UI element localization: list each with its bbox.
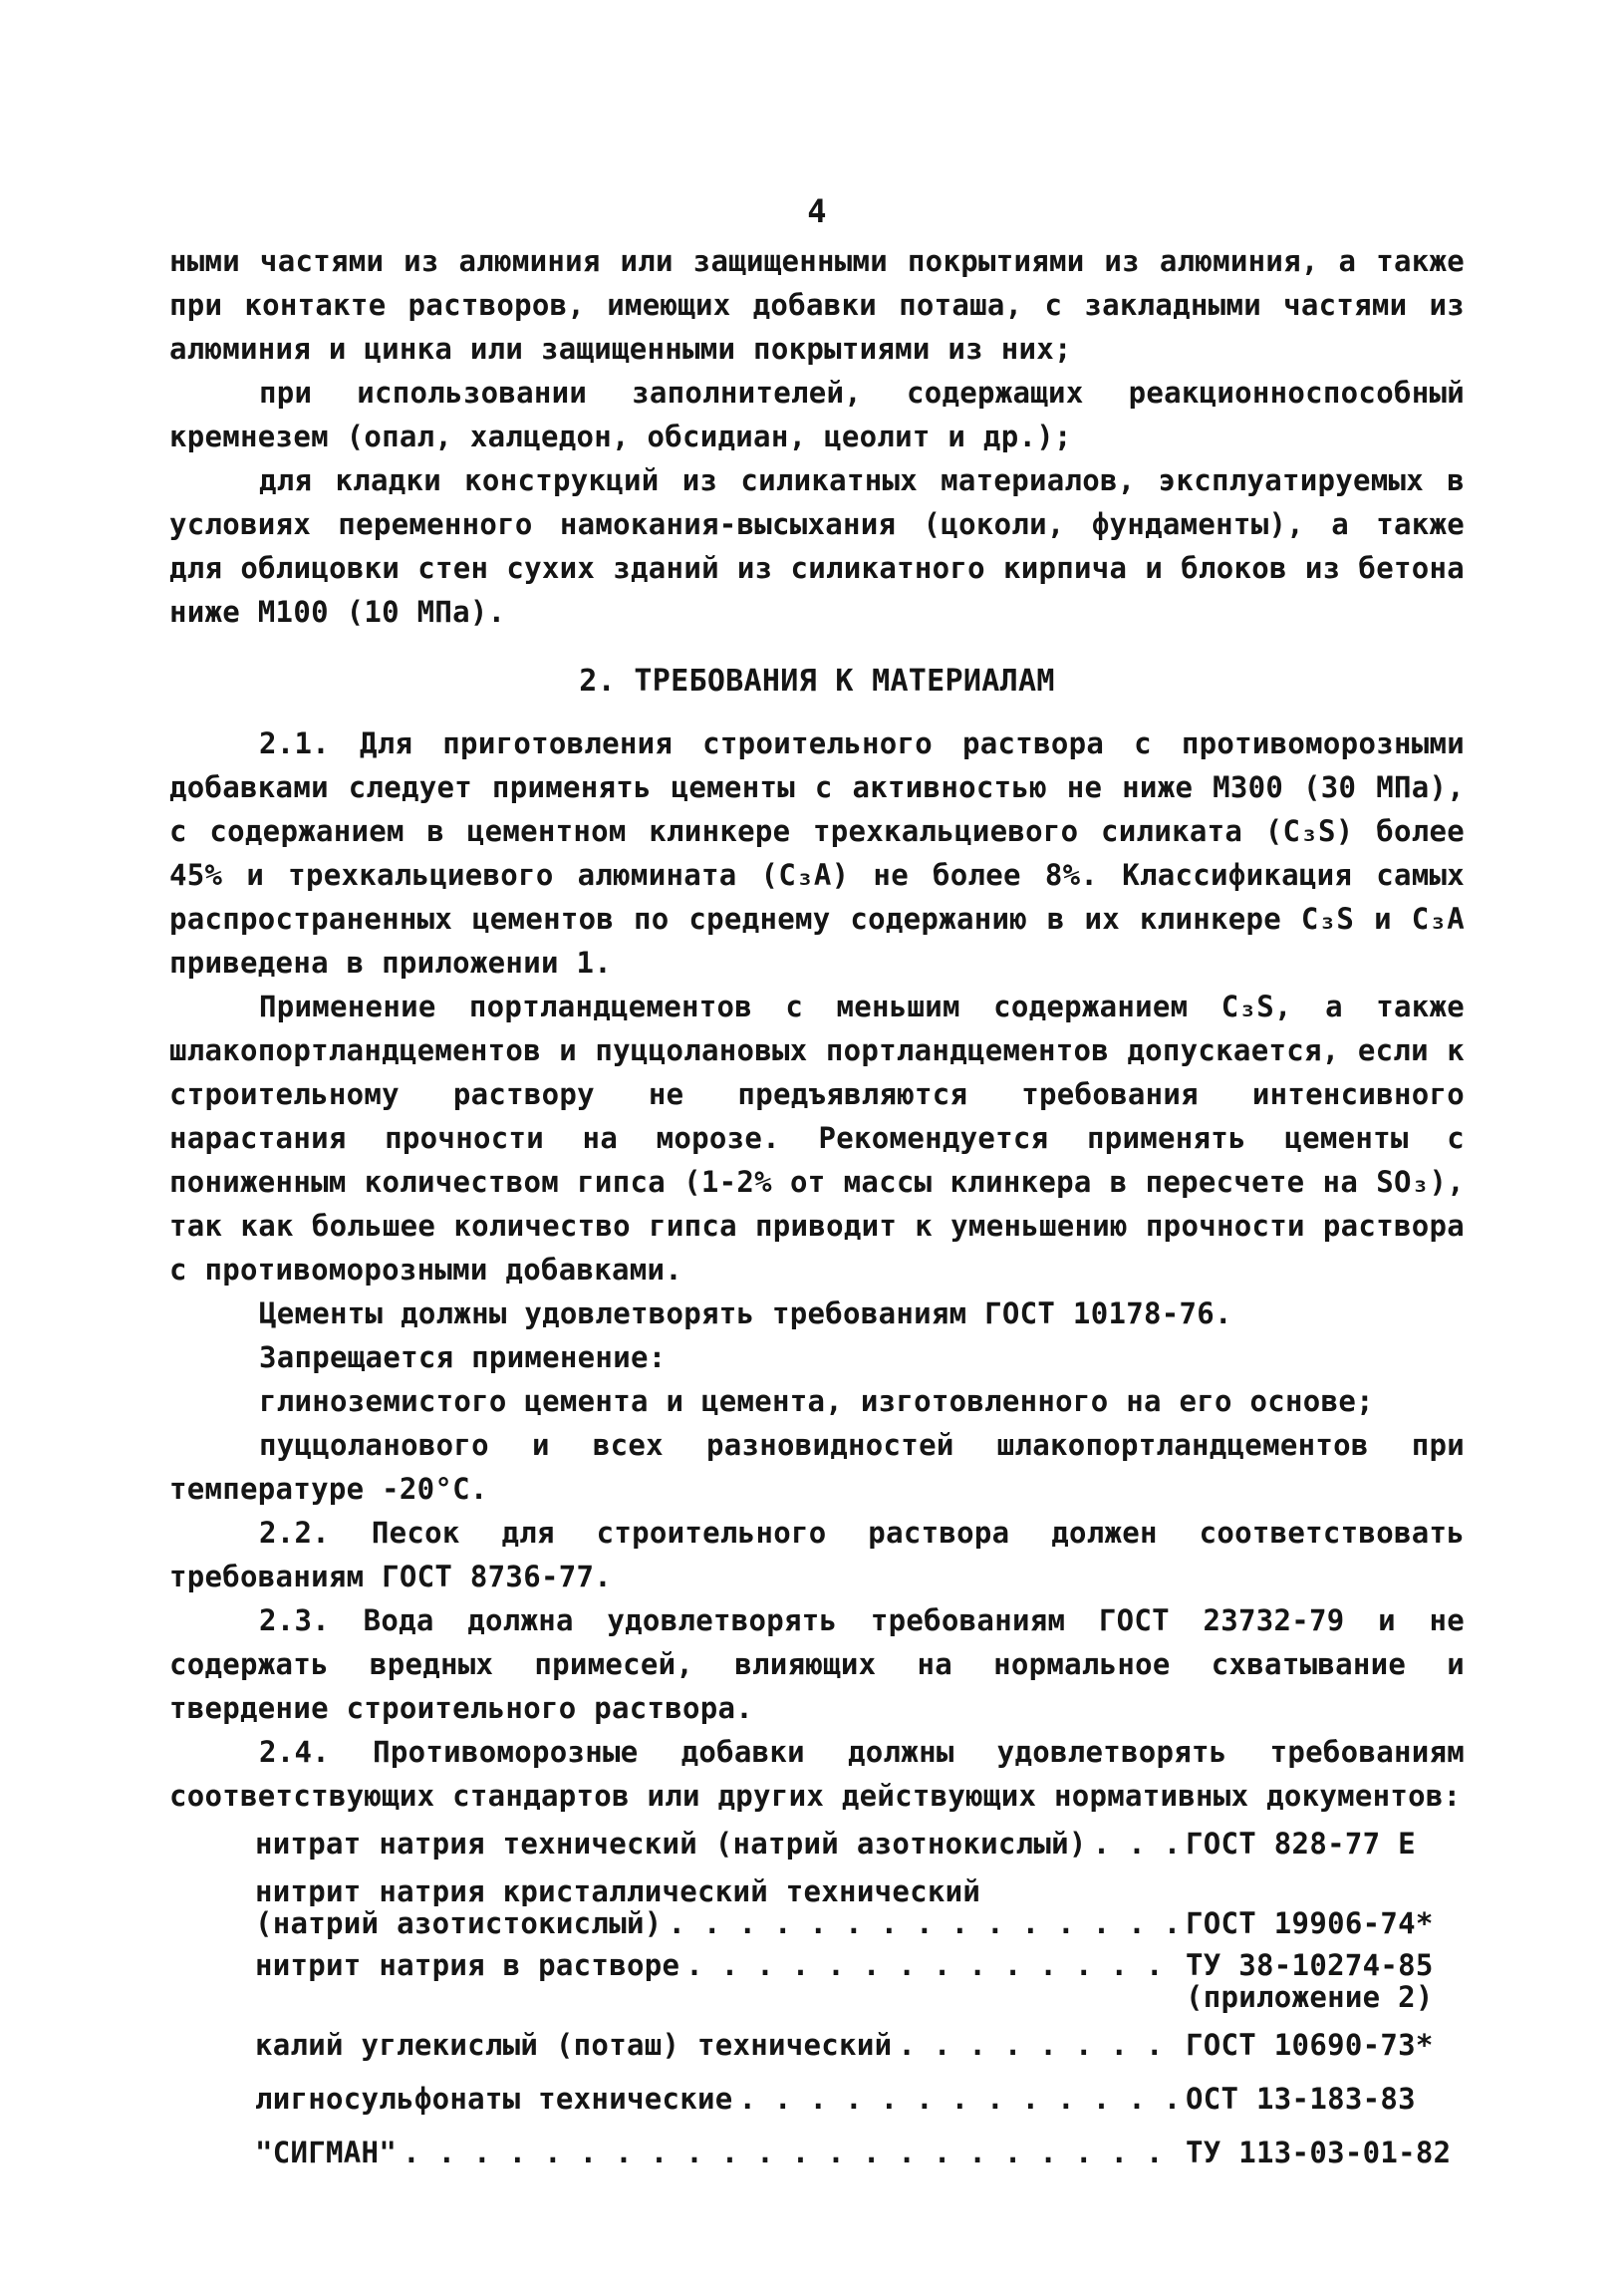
additive-name: нитрит натрия в растворе . . .	[255, 1949, 1178, 1981]
paragraph: 2.3. Вода должна удовлетворять требованиям ГОСТ 23732-79 и не содержать вредных примесей, влияющих на нормальное схватывание и твердение строительного раствора.	[169, 1603, 1465, 1725]
list-item	[255, 2023, 1465, 2067]
additive-name: нитрат натрия технический (натрий азотнокислый) . . .	[255, 1822, 1178, 1866]
paragraph: Цементы должны удовлетворять требованиям ГОСТ 10178-76.	[259, 1296, 1232, 1330]
paragraph: 2.4. Противоморозные добавки должны удовлетворять требованиям соответствующих стандартов или других действующих нормативных документов:	[169, 1735, 1465, 1813]
paragraph: глиноземистого цемента и цемента, изготовленного на его основе;	[259, 1384, 1374, 1418]
section-heading: 2. ТРЕБОВАНИЯ К МАТЕРИАЛАМ	[579, 664, 1055, 699]
page-number: 4	[807, 192, 827, 230]
paragraph: пуццоланового и всех разновидностей шлакопортландцементов при температуре -20°С.	[169, 1428, 1465, 1506]
paragraph: при использовании заполнителей, содержащих реакционноспособный кремнезем (опал, халцедон, обсидиан, цеолит и др.);	[169, 376, 1465, 453]
document-page	[169, 189, 1465, 2184]
paragraph: 2.1. Для приготовления строительного раствора с противоморозными добавками следует применять цементы с активностью не ниже М300 (30 МПа), с содержанием в цементном клинкере трехкальциевого силиката (C₃S) более 45% и трехкальциевого алюмината (C₃A) не более 8%. Классификация самых распространенных цементов по среднему содержанию в их клинкере C₃S и C₃A приведена в приложении 1.	[169, 726, 1465, 980]
list-item	[255, 1875, 1465, 1939]
list-item	[255, 1822, 1465, 1866]
list-item	[255, 2077, 1465, 2121]
paragraph: Применение портландцементов с меньшим содержанием C₃S, а также шлакопортландцементов и пуццолановых портландцементов допускается, если к строительному раствору не предъявляются требования интенсивного нарастания прочности на морозе. Рекомендуется применять цементы с пониженным количеством гипса (1-2% от массы клинкера в пересчете на SO₃), так как большее количество гипса приводит к уменьшению прочности раствора с противоморозными добавками.	[169, 990, 1465, 1287]
paragraph: ными частями из алюминия или защищенными покрытиями из алюминия, а также при контакте растворов, имеющих добавки поташа, с закладными частями из алюминия и цинка или защищенными покрытиями из них;	[169, 244, 1465, 366]
additive-standard: ГОСТ 19906-74*	[1178, 1875, 1465, 1939]
additive-standard: ГОСТ 10690-73*	[1178, 2023, 1465, 2067]
paragraph: Запрещается применение:	[259, 1340, 667, 1374]
additive-standard: ТУ 38-10274-85 (приложение 2)	[1178, 1949, 1465, 2013]
additive-standard: ГОСТ 828-77 Е	[1178, 1822, 1465, 1866]
additive-standard: ТУ 113-03-01-82	[1178, 2131, 1465, 2174]
additive-name: нитрит натрия кристаллический технический (натрий азотистокислый) . . .	[255, 1875, 1178, 1939]
additive-standard: ОСТ 13-183-83	[1178, 2077, 1465, 2121]
list-item	[255, 1949, 1465, 2013]
additive-name: калий углекислый (поташ) технический . . .	[255, 2023, 1178, 2067]
additives-list	[169, 1822, 1465, 2174]
additive-name: "СИГМАН" . . .	[255, 2131, 1178, 2174]
list-item	[255, 2131, 1465, 2174]
paragraph: для кладки конструкций из силикатных материалов, эксплуатируемых в условиях переменного намокания-высыхания (цоколи, фундаменты), а также для облицовки стен сухих зданий из силикатного кирпича и блоков из бетона ниже М100 (10 МПа).	[169, 463, 1465, 629]
paragraph: 2.2. Песок для строительного раствора должен соответствовать требованиям ГОСТ 8736-77.	[169, 1516, 1465, 1593]
additive-name: лигносульфонаты технические . . .	[255, 2077, 1178, 2121]
